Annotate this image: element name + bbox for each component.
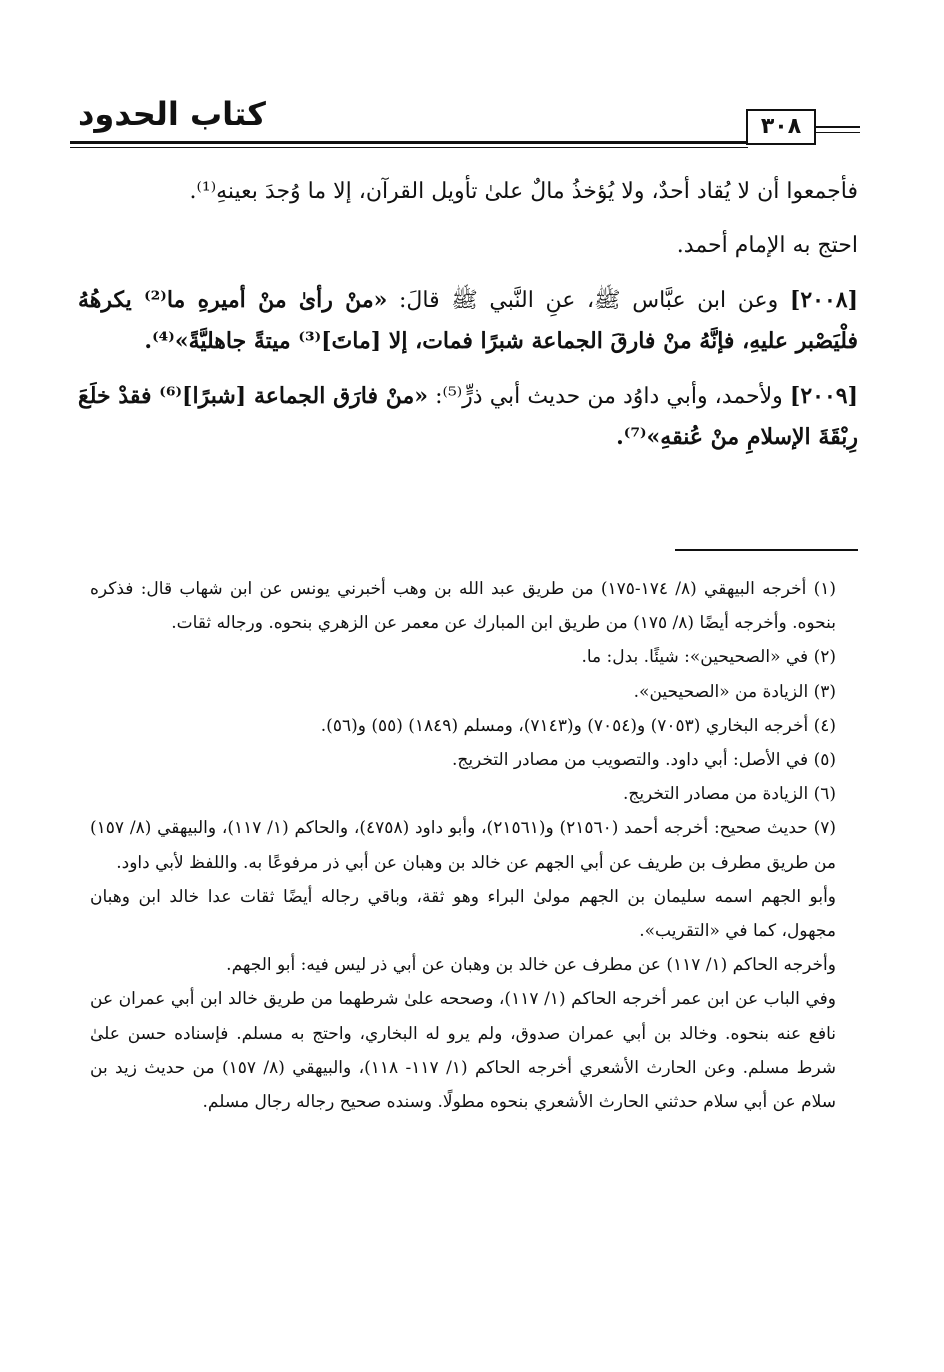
footnote-4: (٤) أخرجه البخاري (٧٠٥٣) و(٧٠٥٤) و(٧١٤٣)، ومسلم (١٨٤٩) (٥٥) و(٥٦). — [320, 715, 836, 736]
main-text — [78, 172, 858, 472]
footnote-7: (٧) حديث صحيح: أخرجه أحمد (٢١٥٦٠) و(٢١٥٦١)، وأبو داود (٤٧٥٨)، والحاكم (١/ ١١٧)، والبيهقي (٨/ ١٥٧) من طريق مطرف بن طريف عن أبي الجهم عن خالد بن وهبان عن أبي ذر مرفوعًا به. واللفظ لأبي داود. — [90, 818, 837, 873]
header-rule — [70, 141, 748, 144]
hadith-2009 — [78, 376, 858, 458]
footnote-7-narrators: وأبو الجهم اسمه سليمان بن الجهم مولىٰ البراء وهو ثقة، وباقي رجاله أيضًا ثقات عدا خالد ابن وهبان مجهول، كما في «التقريب». — [90, 886, 836, 942]
footnote-7-hakim: وأخرجه الحاكم (١/ ١١٧) عن مطرف عن خالد بن وهبان عن أبي ذر ليس فيه: أبو الجهم. — [226, 955, 836, 976]
footnote-6: (٦) الزيادة من مصادر التخريج. — [622, 784, 836, 805]
hadith-isnad: وعن ابن عبَّاس ﷺ، عنِ النَّبي ﷺ قالَ: — [387, 288, 790, 313]
hadith-number: [٢٠٠٩] — [789, 383, 859, 409]
book-title: كتاب الحدود — [78, 95, 266, 133]
footnote-3: (٣) الزيادة من «الصحيحين». — [633, 681, 836, 702]
footnote-2: (٢) في «الصحيحين»: شيئًا. بدل: ما. — [581, 647, 836, 668]
hadith-isnad: ولأحمد، وأبي داوُد من حديث أبي ذرٍّ⁽⁵⁾: — [428, 384, 790, 409]
paragraph-ihtajja: احتج به الإمام أحمد. — [676, 233, 858, 258]
page-header — [70, 95, 860, 157]
page-number: ٣٠٨ — [746, 109, 816, 145]
hadith-number: [٢٠٠٨] — [789, 287, 858, 313]
footnote-separator — [675, 549, 858, 551]
footnote-7-bab: وفي الباب عن ابن عمر أخرجه الحاكم (١/ ١١٧)، وصححه علىٰ شرطهما من طريق خالد ابن أبي عمران عن نافع عنه بنحوه. وخالد بن أبي عمران صدوق، ولم يرو له البخاري، واحتج به مسلم. فإسناده حسن علىٰ شرط مسلم. وعن الحارث الأشعري أخرجه الحاكم (١/ ١١٧- ١١٨)، والبيهقي (٨/ ١٥٧) من حديث زيد بن سلام عن أبي سلام حدثني الحارث الأشعري بنحوه مطولًا. وسنده صحيح رجاله رجال مسلم. — [90, 989, 836, 1113]
header-rule-right — [815, 126, 860, 128]
footnote-1: (١) أخرجه البيهقي (٨/ ١٧٤-١٧٥) من طريق عبد الله بن وهب أخبرني يونس عن ابن شهاب قال: فذكره بنحوه. وأخرجه أيضًا (٨/ ١٧٥) من طريق ابن المبارك عن معمر عن الزهري بنحوه. ورجاله ثقات. — [90, 579, 836, 634]
footnotes — [90, 572, 860, 1119]
hadith-matn: «منْ فارَق الجماعة [شبرًا]⁽⁶⁾ فقدْ خلَعَ رِبْقَةَ الإسلامِ منْ عُنقهِ»⁽⁷⁾. — [78, 383, 858, 450]
header-rule-thin — [70, 147, 748, 148]
paragraph-ijma: فأجمعوا أن لا يُقاد أحدٌ، ولا يُؤخذُ مالٌ علىٰ تأويل القرآن، إلا ما وُجدَ بعينهِ⁽¹⁾. — [189, 179, 858, 204]
header-rule-right-thin — [815, 132, 860, 133]
footnote-5: (٥) في الأصل: أبي داود. والتصويب من مصادر التخريج. — [451, 750, 836, 771]
hadith-2008 — [78, 280, 858, 362]
hadith-matn: «منْ رأىٰ منْ أميرهِ ما⁽²⁾ يكرهُهُ فلْيَصْبر عليهِ، فإنَّهُ منْ فارقَ الجماعة شبرًا فمات، إلا [ماتَ]⁽³⁾ ميتةً جاهليَّةً»⁽⁴⁾. — [78, 287, 858, 354]
